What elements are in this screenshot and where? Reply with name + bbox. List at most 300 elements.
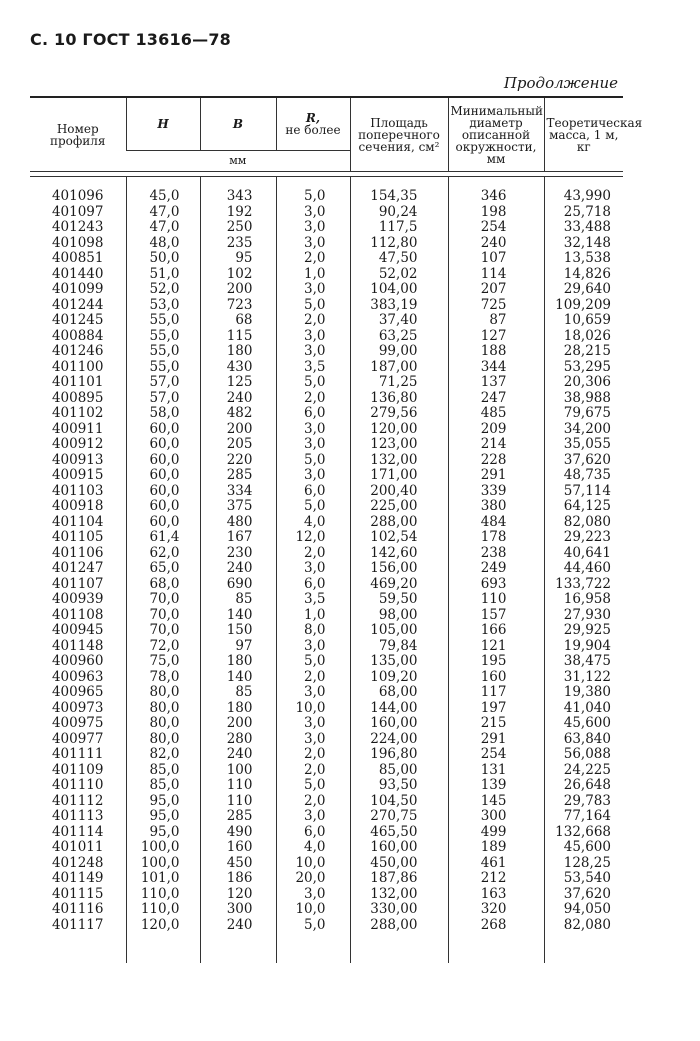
empty-cell [30, 933, 126, 963]
profile-number: 401110 [51, 777, 104, 793]
mass-value: 29,925 [544, 623, 623, 639]
table-row [30, 918, 623, 934]
mass-value: 79,675 [544, 406, 623, 422]
mass-value: 38,475 [544, 654, 623, 670]
diameter-value: 254 [448, 747, 544, 763]
profile-number: 401011 [51, 839, 104, 855]
area-value: 71,25 [350, 375, 448, 391]
h-value: 95,0 [126, 825, 200, 841]
table-row [30, 732, 623, 748]
h-value: 57,0 [126, 375, 200, 391]
header-r-note: не более [285, 123, 341, 137]
h-value: 60,0 [126, 422, 200, 438]
r-value: 5,0 [276, 654, 350, 670]
profile-number: 400973 [51, 699, 104, 716]
h-value: 101,0 [126, 871, 200, 887]
h-value: 120,0 [126, 918, 200, 934]
b-value: 140 [200, 608, 276, 624]
mass-value: 63,840 [544, 732, 623, 748]
mass-value: 56,088 [544, 747, 623, 763]
r-value: 2,0 [276, 763, 350, 779]
mass-value: 109,209 [544, 298, 623, 314]
diameter-value: 160 [448, 670, 544, 686]
profile-number: 401243 [51, 219, 104, 235]
mass-value: 94,050 [544, 902, 623, 918]
profile-number: 400911 [51, 420, 104, 437]
diameter-value: 214 [448, 437, 544, 453]
b-value: 97 [200, 639, 276, 655]
table-row [30, 236, 623, 252]
profile-number: 401111 [51, 746, 104, 762]
profile-number: 401101 [51, 374, 104, 390]
mass-value: 37,620 [544, 887, 623, 903]
diameter-value: 238 [448, 546, 544, 562]
mass-value: 82,080 [544, 515, 623, 531]
h-value: 48,0 [126, 236, 200, 252]
diameter-value: 157 [448, 608, 544, 624]
profile-number: 400963 [51, 668, 104, 685]
h-value: 58,0 [126, 406, 200, 422]
r-value: 20,0 [276, 871, 350, 887]
mass-value: 24,225 [544, 763, 623, 779]
header-min-diameter: Минимальный диаметр описанной окружности, мм [448, 97, 544, 172]
b-value: 235 [200, 236, 276, 252]
h-value: 55,0 [126, 329, 200, 345]
empty-cell [276, 933, 350, 963]
profile-table-container [30, 96, 643, 966]
profile-number: 401248 [51, 854, 104, 871]
r-value: 3,0 [276, 809, 350, 825]
header-unit-mm: мм [126, 151, 350, 172]
diameter-value: 131 [448, 763, 544, 779]
h-value: 72,0 [126, 639, 200, 655]
table-row [30, 220, 623, 236]
h-value: 110,0 [126, 902, 200, 918]
diameter-value: 198 [448, 205, 544, 221]
r-value: 3,5 [276, 592, 350, 608]
h-value: 68,0 [126, 577, 200, 593]
b-value: 690 [200, 577, 276, 593]
diameter-value: 215 [448, 716, 544, 732]
h-value: 95,0 [126, 809, 200, 825]
diameter-value: 110 [448, 592, 544, 608]
header-h-symbol: H [157, 117, 169, 131]
area-value: 135,00 [350, 654, 448, 670]
mass-value: 29,783 [544, 794, 623, 810]
mass-value: 18,026 [544, 329, 623, 345]
area-value: 288,00 [350, 515, 448, 531]
table-row [30, 437, 623, 453]
table-row [30, 375, 623, 391]
profile-number: 400884 [51, 327, 104, 344]
table-row [30, 763, 623, 779]
b-value: 240 [200, 391, 276, 407]
mass-value: 45,600 [544, 716, 623, 732]
profile-number: 401099 [51, 281, 104, 297]
b-value: 180 [200, 344, 276, 360]
r-value: 3,0 [276, 716, 350, 732]
h-value: 80,0 [126, 685, 200, 701]
table-row [30, 778, 623, 794]
table-row [30, 468, 623, 484]
r-value: 6,0 [276, 825, 350, 841]
profile-number: 400939 [51, 591, 104, 607]
mass-value: 128,25 [544, 856, 623, 872]
diameter-value: 268 [448, 918, 544, 934]
h-value: 52,0 [126, 282, 200, 298]
diameter-value: 195 [448, 654, 544, 670]
empty-cell [126, 933, 200, 963]
b-value: 100 [200, 763, 276, 779]
profile-number: 401112 [51, 792, 104, 809]
profile-number: 401246 [51, 343, 104, 359]
profile-number: 401115 [51, 885, 104, 902]
diameter-value: 189 [448, 840, 544, 856]
h-value: 60,0 [126, 515, 200, 531]
b-value: 285 [200, 468, 276, 484]
h-value: 55,0 [126, 313, 200, 329]
profile-number: 400851 [51, 250, 104, 266]
area-value: 187,86 [350, 871, 448, 887]
b-value: 480 [200, 515, 276, 531]
table-row [30, 577, 623, 593]
profile-number: 401102 [51, 405, 104, 421]
diameter-value: 240 [448, 236, 544, 252]
profile-number: 400912 [51, 436, 104, 452]
table-row [30, 840, 623, 856]
mass-value: 37,620 [544, 453, 623, 469]
r-value: 3,0 [276, 685, 350, 701]
profile-number: 401109 [51, 761, 104, 778]
diameter-value: 291 [448, 732, 544, 748]
profile-number: 401107 [51, 575, 104, 592]
table-row [30, 406, 623, 422]
b-value: 200 [200, 282, 276, 298]
profile-number: 400965 [51, 684, 104, 700]
h-value: 100,0 [126, 856, 200, 872]
header-r [276, 97, 350, 151]
profile-number: 400915 [51, 467, 104, 483]
area-value: 112,80 [350, 236, 448, 252]
b-value: 300 [200, 902, 276, 918]
b-value: 110 [200, 778, 276, 794]
r-value: 6,0 [276, 406, 350, 422]
profile-number: 401105 [51, 529, 104, 545]
diameter-value: 725 [448, 298, 544, 314]
r-value: 3,0 [276, 887, 350, 903]
table-row [30, 282, 623, 298]
table-row [30, 592, 623, 608]
h-value: 60,0 [126, 437, 200, 453]
mass-value: 29,223 [544, 530, 623, 546]
area-value: 154,35 [350, 177, 448, 205]
empty-cell [544, 933, 623, 963]
mass-value: 29,640 [544, 282, 623, 298]
mass-value: 26,648 [544, 778, 623, 794]
b-value: 280 [200, 732, 276, 748]
table-row [30, 825, 623, 841]
h-value: 60,0 [126, 484, 200, 500]
diameter-value: 461 [448, 856, 544, 872]
r-value: 2,0 [276, 391, 350, 407]
diameter-value: 139 [448, 778, 544, 794]
mass-value: 25,718 [544, 205, 623, 221]
r-value: 10,0 [276, 701, 350, 717]
area-value: 93,50 [350, 778, 448, 794]
diameter-value: 163 [448, 887, 544, 903]
table-row [30, 515, 623, 531]
b-value: 230 [200, 546, 276, 562]
b-value: 180 [200, 701, 276, 717]
area-value: 270,75 [350, 809, 448, 825]
table-row [30, 871, 623, 887]
b-value: 200 [200, 422, 276, 438]
mass-value: 43,990 [544, 177, 623, 205]
mass-value: 13,538 [544, 251, 623, 267]
table-row [30, 856, 623, 872]
r-value: 2,0 [276, 670, 350, 686]
h-value: 60,0 [126, 499, 200, 515]
r-value: 4,0 [276, 515, 350, 531]
b-value: 140 [200, 670, 276, 686]
profile-number: 401098 [51, 234, 104, 251]
profile-number: 400913 [51, 451, 104, 468]
area-value: 142,60 [350, 546, 448, 562]
h-value: 47,0 [126, 220, 200, 236]
b-value: 150 [200, 623, 276, 639]
table-row [30, 391, 623, 407]
mass-value: 48,735 [544, 468, 623, 484]
diameter-value: 197 [448, 701, 544, 717]
profile-number: 400895 [51, 389, 104, 406]
profile-number: 400960 [51, 653, 104, 669]
h-value: 47,0 [126, 205, 200, 221]
r-value: 5,0 [276, 177, 350, 205]
table-row [30, 298, 623, 314]
r-value: 2,0 [276, 313, 350, 329]
h-value: 75,0 [126, 654, 200, 670]
table-row [30, 205, 623, 221]
diameter-value: 344 [448, 360, 544, 376]
empty-cell [448, 933, 544, 963]
h-value: 45,0 [126, 177, 200, 205]
diameter-value: 207 [448, 282, 544, 298]
area-value: 85,00 [350, 763, 448, 779]
diameter-value: 166 [448, 623, 544, 639]
table-row [30, 313, 623, 329]
h-value: 53,0 [126, 298, 200, 314]
diameter-value: 178 [448, 530, 544, 546]
h-value: 65,0 [126, 561, 200, 577]
header-r-symbol: R, [305, 111, 321, 125]
profile-number: 401247 [51, 560, 104, 576]
profile-number: 401114 [51, 823, 104, 840]
profile-number: 401103 [51, 482, 104, 499]
mass-value: 44,460 [544, 561, 623, 577]
diameter-value: 291 [448, 468, 544, 484]
area-value: 68,00 [350, 685, 448, 701]
r-value: 5,0 [276, 918, 350, 934]
diameter-value: 117 [448, 685, 544, 701]
table-row [30, 329, 623, 345]
h-value: 70,0 [126, 608, 200, 624]
h-value: 70,0 [126, 623, 200, 639]
profile-number: 401096 [51, 188, 104, 204]
b-value: 240 [200, 747, 276, 763]
diameter-value: 188 [448, 344, 544, 360]
mass-value: 40,641 [544, 546, 623, 562]
h-value: 51,0 [126, 267, 200, 283]
page-header: С. 10 ГОСТ 13616—78 [30, 30, 231, 49]
diameter-value: 228 [448, 453, 544, 469]
profile-number: 401244 [51, 296, 104, 313]
diameter-value: 114 [448, 267, 544, 283]
table-row [30, 267, 623, 283]
diameter-value: 137 [448, 375, 544, 391]
profile-number: 401100 [51, 358, 104, 375]
h-value: 62,0 [126, 546, 200, 562]
area-value: 160,00 [350, 840, 448, 856]
diameter-value: 107 [448, 251, 544, 267]
b-value: 186 [200, 871, 276, 887]
profile-number: 401104 [51, 513, 104, 530]
r-value: 3,0 [276, 329, 350, 345]
b-value: 85 [200, 592, 276, 608]
r-value: 6,0 [276, 577, 350, 593]
mass-value: 34,200 [544, 422, 623, 438]
h-value: 61,4 [126, 530, 200, 546]
profile-number: 401117 [51, 916, 104, 933]
mass-value: 77,164 [544, 809, 623, 825]
h-value: 60,0 [126, 453, 200, 469]
h-value: 78,0 [126, 670, 200, 686]
table-row [30, 453, 623, 469]
diameter-value: 485 [448, 406, 544, 422]
b-value: 450 [200, 856, 276, 872]
area-value: 156,00 [350, 561, 448, 577]
area-value: 196,80 [350, 747, 448, 763]
diameter-value: 254 [448, 220, 544, 236]
table-row [30, 499, 623, 515]
r-value: 5,0 [276, 499, 350, 515]
profile-number: 401440 [51, 265, 104, 282]
r-value: 10,0 [276, 856, 350, 872]
mass-value: 53,295 [544, 360, 623, 376]
area-value: 104,50 [350, 794, 448, 810]
area-value: 288,00 [350, 918, 448, 934]
diameter-value: 380 [448, 499, 544, 515]
table-row [30, 887, 623, 903]
diameter-value: 87 [448, 313, 544, 329]
b-value: 95 [200, 251, 276, 267]
diameter-value: 300 [448, 809, 544, 825]
diameter-value: 209 [448, 422, 544, 438]
r-value: 5,0 [276, 298, 350, 314]
r-value: 3,0 [276, 422, 350, 438]
area-value: 132,00 [350, 887, 448, 903]
r-value: 3,0 [276, 639, 350, 655]
r-value: 1,0 [276, 608, 350, 624]
area-value: 37,40 [350, 313, 448, 329]
r-value: 12,0 [276, 530, 350, 546]
b-value: 250 [200, 220, 276, 236]
table-row [30, 422, 623, 438]
table-row [30, 639, 623, 655]
h-value: 82,0 [126, 747, 200, 763]
area-value: 330,00 [350, 902, 448, 918]
empty-cell [200, 933, 276, 963]
area-value: 117,5 [350, 220, 448, 236]
r-value: 2,0 [276, 794, 350, 810]
table-row [30, 360, 623, 376]
table-row [30, 177, 623, 205]
mass-value: 19,380 [544, 685, 623, 701]
b-value: 85 [200, 685, 276, 701]
table-row [30, 685, 623, 701]
area-value: 200,40 [350, 484, 448, 500]
area-value: 59,50 [350, 592, 448, 608]
b-value: 375 [200, 499, 276, 515]
b-value: 192 [200, 205, 276, 221]
header-area: Площадь поперечного сечения, см² [350, 97, 448, 172]
area-value: 102,54 [350, 530, 448, 546]
mass-value: 32,148 [544, 236, 623, 252]
area-value: 132,00 [350, 453, 448, 469]
h-value: 60,0 [126, 468, 200, 484]
r-value: 10,0 [276, 902, 350, 918]
mass-value: 14,826 [544, 267, 623, 283]
area-value: 79,84 [350, 639, 448, 655]
profile-number: 401097 [51, 203, 104, 220]
area-value: 225,00 [350, 499, 448, 515]
h-value: 85,0 [126, 778, 200, 794]
b-value: 200 [200, 716, 276, 732]
area-value: 99,00 [350, 344, 448, 360]
area-value: 98,00 [350, 608, 448, 624]
h-value: 110,0 [126, 887, 200, 903]
b-value: 160 [200, 840, 276, 856]
r-value: 5,0 [276, 778, 350, 794]
table-row [30, 716, 623, 732]
diameter-value: 484 [448, 515, 544, 531]
b-value: 285 [200, 809, 276, 825]
r-value: 3,0 [276, 236, 350, 252]
diameter-value: 121 [448, 639, 544, 655]
mass-value: 82,080 [544, 918, 623, 934]
area-value: 104,00 [350, 282, 448, 298]
diameter-value: 499 [448, 825, 544, 841]
table-row [30, 809, 623, 825]
area-value: 144,00 [350, 701, 448, 717]
table-bottom-padding [30, 933, 623, 963]
b-value: 68 [200, 313, 276, 329]
profile-number: 401113 [51, 808, 104, 824]
area-value: 171,00 [350, 468, 448, 484]
table-row [30, 530, 623, 546]
area-value: 279,56 [350, 406, 448, 422]
h-value: 80,0 [126, 716, 200, 732]
mass-value: 20,306 [544, 375, 623, 391]
b-value: 490 [200, 825, 276, 841]
r-value: 3,0 [276, 468, 350, 484]
b-value: 205 [200, 437, 276, 453]
area-value: 160,00 [350, 716, 448, 732]
r-value: 3,0 [276, 205, 350, 221]
b-value: 167 [200, 530, 276, 546]
b-value: 334 [200, 484, 276, 500]
b-value: 220 [200, 453, 276, 469]
r-value: 3,0 [276, 561, 350, 577]
